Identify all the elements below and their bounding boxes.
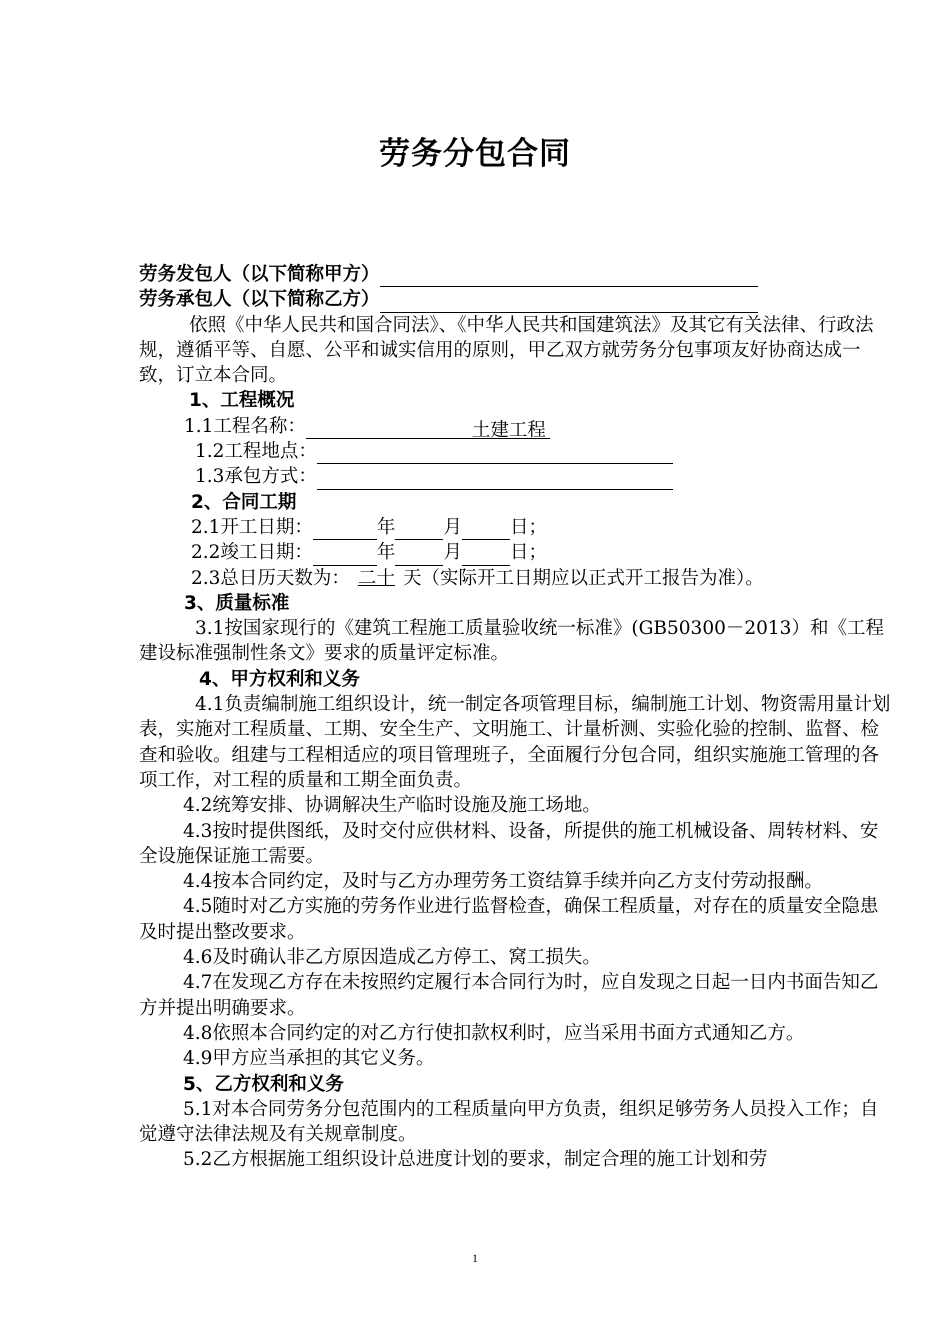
paragraph-4-9: 4.9甲方应当承担的其它义务。 xyxy=(183,1048,435,1070)
section-4-heading: 4、甲方权利和义务 xyxy=(199,668,360,690)
party-a-label: 劳务发包人（以下简称甲方） xyxy=(139,264,380,285)
section-3-heading: 3、质量标准 xyxy=(184,592,290,614)
paragraph-4-5: 4.5随时对乙方实施的劳务作业进行监督检查，确保工程质量，对存在的质量安全隐患及时提出整改要求。 xyxy=(139,896,879,943)
total-days-note: 天（实际开工日期应以正式开工报告为准）。 xyxy=(402,567,764,589)
section-1-heading: 1、工程概况 xyxy=(189,390,295,412)
contract-method-blank xyxy=(317,469,673,490)
document-title: 劳务分包合同 xyxy=(379,136,571,172)
party-b-label: 劳务承包人（以下简称乙方） xyxy=(139,289,380,311)
paragraph-4-2: 4.2统筹安排、协调解决生产临时设施及施工场地。 xyxy=(183,795,601,817)
paragraph-4-7: 4.7在发现乙方存在未按照约定履行本合同行为时，应自发现之日起一日内书面告知乙方并提出明确要求。 xyxy=(139,972,879,1019)
start-year-label: 年 xyxy=(376,516,396,538)
project-name-line xyxy=(139,414,894,439)
paragraph-4-6: 4.6及时确认非乙方原因造成乙方停工、窝工损失。 xyxy=(183,947,601,969)
end-month-blank xyxy=(395,545,443,566)
total-days-value: 二十 xyxy=(357,567,395,589)
page-number: 1 xyxy=(472,1251,478,1265)
end-year-label: 年 xyxy=(376,542,396,564)
project-name-field xyxy=(306,418,550,439)
project-location-blank xyxy=(317,443,673,464)
paragraph-4-3: 4.3按时提供图纸，及时交付应供材料、设备，所提供的施工机械设备、周转材料、安全设施保证施工需要。 xyxy=(139,820,879,867)
paragraph-3-1: 3.1按国家现行的《建筑工程施工质量验收统一标准》(GB50300－2013）和《工程建设标准强制性条文》要求的质量评定标准。 xyxy=(139,618,884,665)
start-month-label: 月 xyxy=(443,516,462,538)
total-days-label: 2.3总日历天数为： xyxy=(191,567,350,589)
section-2-heading: 2、合同工期 xyxy=(191,491,297,513)
section-5-heading: 5、乙方权利和义务 xyxy=(183,1073,344,1095)
party-b-blank xyxy=(380,292,758,313)
paragraph-5-2: 5.2乙方根据施工组织设计总进度计划的要求，制定合理的施工计划和劳 xyxy=(183,1149,768,1171)
start-day-blank xyxy=(462,519,510,540)
end-day-blank xyxy=(462,545,510,566)
party-a-blank xyxy=(380,266,758,287)
contract-method-line xyxy=(139,464,894,489)
start-date-label: 2.1开工日期： xyxy=(191,516,313,538)
project-location-line xyxy=(139,439,894,464)
end-date-label: 2.2竣工日期： xyxy=(191,542,313,564)
preamble-paragraph: 依照《中华人民共和国合同法》、《中华人民共和国建筑法》及其它有关法律、行政法规，遵循平等、自愿、公平和诚实信用的原则，甲乙双方就劳务分包事项友好协商达成一致，订立本合同。 xyxy=(139,314,874,387)
start-year-blank xyxy=(313,519,377,540)
paragraph-5-1: 5.1对本合同劳务分包范围内的工程质量向甲方负责，组织足够劳务人员投入工作；自觉遵守法律法规及有关规章制度。 xyxy=(139,1098,879,1146)
paragraph-4-8: 4.8依照本合同约定的对乙方行使扣款权利时，应当采用书面方式通知乙方。 xyxy=(183,1022,805,1044)
end-month-label: 月 xyxy=(443,542,462,564)
project-name-label: 1.1工程名称： xyxy=(184,415,306,437)
party-a-line xyxy=(139,262,894,287)
party-b-line xyxy=(139,287,894,312)
project-name-value: 土建工程 xyxy=(471,420,546,440)
end-date-line xyxy=(139,540,894,565)
end-year-blank xyxy=(313,545,377,566)
total-days-line xyxy=(139,566,894,591)
contract-method-label: 1.3承包方式： xyxy=(195,466,317,488)
paragraph-4-1: 4.1负责编制施工组织设计，统一制定各项管理目标，编制施工计划、物资需用量计划表，实施对工程质量、工期、安全生产、文明施工、计量析测、实验化验的控制、监督、检查和验收。组建与工程相适应的项目管理班子，全面履行分包合同，组织实施施工管理的各项工作，对工程的质量和工期全面负责。 xyxy=(139,694,891,791)
project-location-label: 1.2工程地点： xyxy=(195,441,317,463)
start-date-line xyxy=(139,515,894,540)
contract-body xyxy=(139,262,894,1173)
start-day-label: 日； xyxy=(509,516,547,538)
paragraph-4-4: 4.4按本合同约定，及时与乙方办理劳务工资结算手续并向乙方支付劳动报酬。 xyxy=(183,871,823,893)
start-month-blank xyxy=(395,519,443,540)
end-day-label: 日； xyxy=(509,542,547,564)
